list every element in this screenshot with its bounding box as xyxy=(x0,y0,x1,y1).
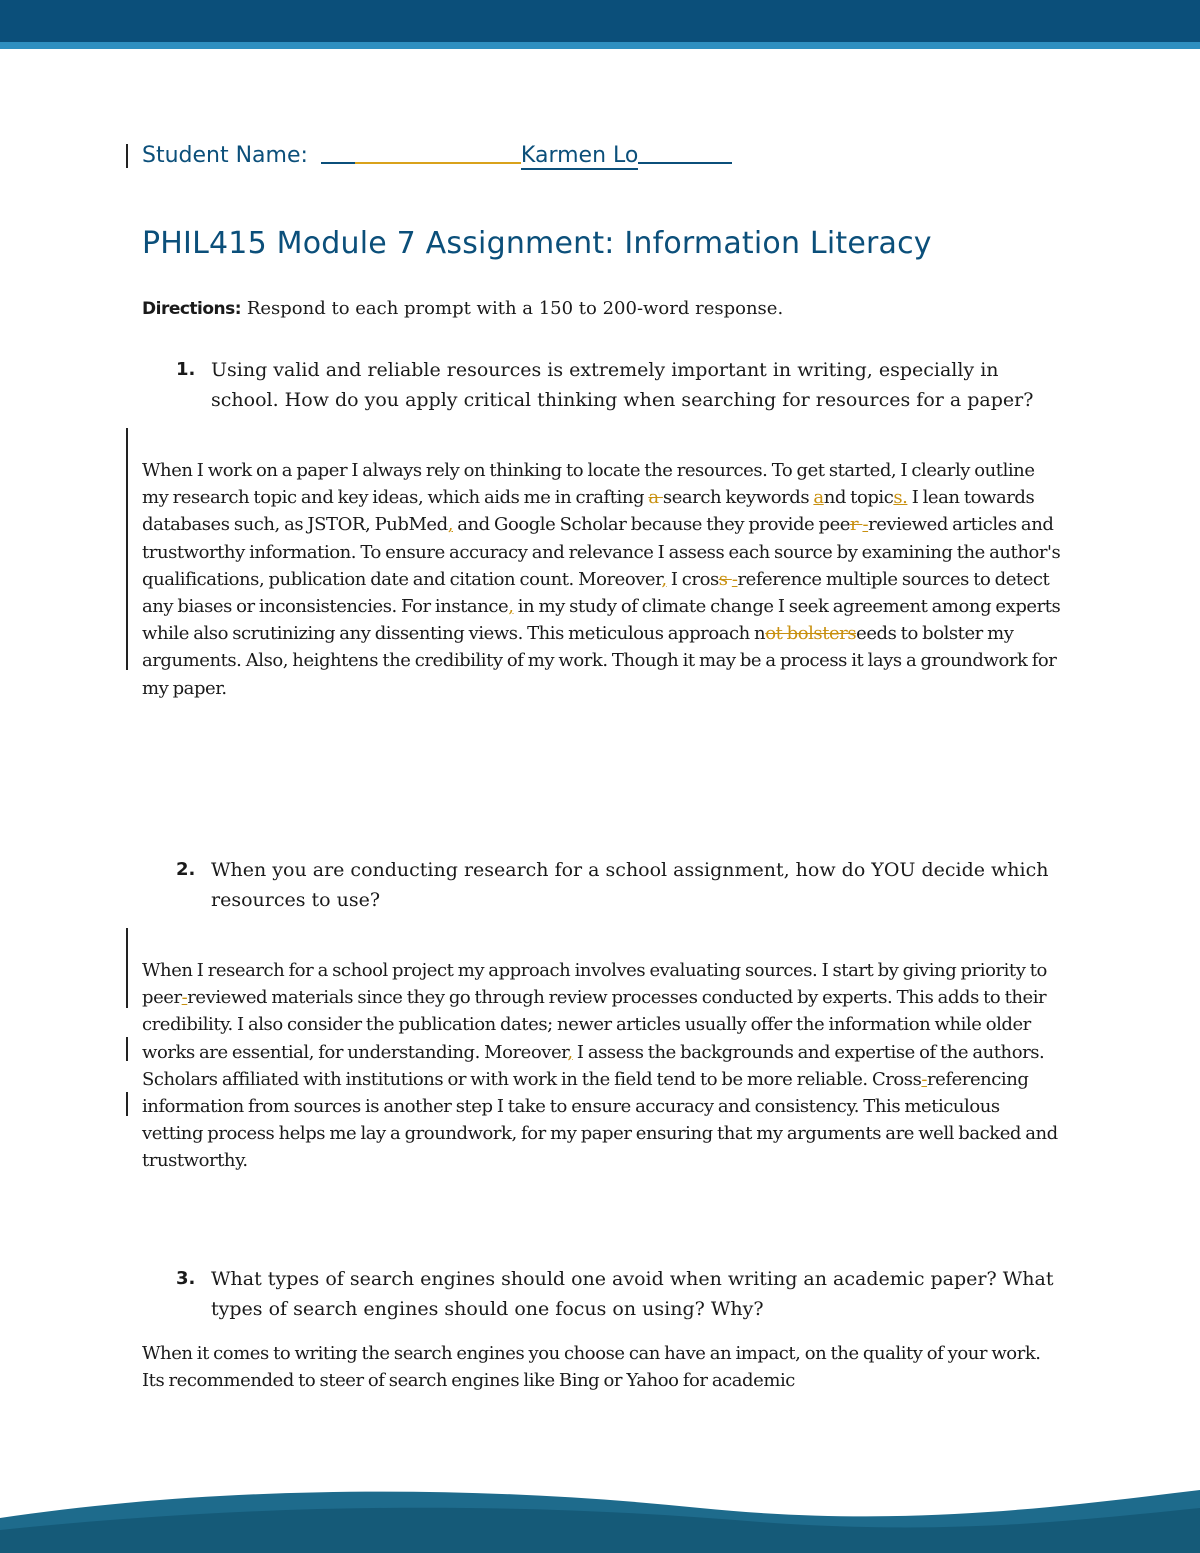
inserted-text: - xyxy=(921,1068,928,1090)
answer-text: reviewed articles and trustworthy information. To ensure accuracy and relevance I assess each source by examining the author's qualifications, publication date and citation count. Moreover xyxy=(142,514,1061,590)
question-1 xyxy=(176,355,1056,415)
answer-text: reference multiple sources to detect any biases or inconsistencies. For instance xyxy=(142,568,1050,618)
inserted-text: , xyxy=(447,514,453,536)
footer-wave xyxy=(0,1470,1200,1553)
answer-text: referencing information from sources is another step I take to ensure accuracy and consistency. This meticulous vetting process helps me lay a groundwork, for my paper ensuring that my arguments are well backed and trustworthy. xyxy=(142,1068,1058,1172)
answer-text: I assess the backgrounds and expertise of the authors. Scholars affiliated with institutions or with work in the field tend to be more reliable. Cross xyxy=(142,1041,1045,1090)
page-title: PHIL415 Module 7 Assignment: Information Literacy xyxy=(142,226,932,261)
student-name-label: Student Name: xyxy=(142,143,308,168)
name-blank-inserted xyxy=(355,140,521,164)
header-band-light xyxy=(0,42,1200,49)
question-number: 2. xyxy=(176,859,196,880)
inserted-text: - xyxy=(862,514,869,536)
header-band-dark xyxy=(0,0,1200,42)
answer-text: When I research for a school project my approach involves evaluating sources. I start by giving priority to peer xyxy=(142,960,1047,1009)
directions-text: Respond to each prompt with a 150 to 200-word response. xyxy=(246,298,784,319)
question-text: What types of search engines should one avoid when writing an academic paper? What types of search engines should one focus on using? Why? xyxy=(211,1268,1054,1320)
student-name-line xyxy=(142,140,732,168)
deleted-text: s xyxy=(718,568,732,590)
question-number: 1. xyxy=(176,359,196,380)
change-bar xyxy=(126,928,128,1008)
answer-text: When it comes to writing the search engines you choose can have an impact, on the quality of your work. Its recommended to steer of search engines like Bing or Yahoo for academic xyxy=(142,1343,1041,1392)
name-blank-trailing xyxy=(638,140,732,164)
answer-text: and Google Scholar because they provide pee xyxy=(452,514,851,536)
student-name-value: Karmen Lo xyxy=(520,143,639,168)
header-band xyxy=(0,0,1200,52)
answer-text: reviewed materials since they go through review processes conducted by experts. This adds to their credibility. I also consider the publication dates; newer articles usually offer the information while older works are essential, for understanding. Moreover xyxy=(142,987,1047,1063)
question-2 xyxy=(176,855,1056,915)
change-bar xyxy=(126,144,128,168)
inserted-text: s. xyxy=(893,487,908,509)
answer-text: search keywords xyxy=(662,487,814,509)
inserted-text: a xyxy=(813,487,824,509)
answer-text: in my study of climate change I seek agreement among experts while also scrutinizing any dissenting views. This meticulous approach n xyxy=(142,596,1061,645)
answer-text: I cros xyxy=(666,568,719,590)
question-number: 3. xyxy=(176,1268,196,1289)
answer-1 xyxy=(142,457,1062,702)
answer-text: I lean towards databases such, as JSTOR, PubMed xyxy=(142,487,1035,536)
change-bar xyxy=(126,1037,128,1061)
directions xyxy=(142,298,783,319)
question-text: When you are conducting research for a school assignment, how do YOU decide which resources to use? xyxy=(211,859,1049,911)
inserted-text: , xyxy=(508,596,514,618)
directions-label: Directions: xyxy=(142,299,242,319)
change-bar xyxy=(126,1092,128,1116)
deleted-text: a xyxy=(648,487,663,509)
deleted-text: r xyxy=(850,514,863,536)
name-blank xyxy=(321,140,355,164)
inserted-text: , xyxy=(567,1041,573,1063)
change-bar xyxy=(126,590,128,670)
deleted-text: ot bolsters xyxy=(765,623,857,645)
inserted-text: - xyxy=(181,987,188,1009)
inserted-text: , xyxy=(661,568,667,590)
question-text: Using valid and reliable resources is extremely important in writing, especially in school. How do you apply critical thinking when searching for resources for a paper? xyxy=(211,359,1034,411)
answer-2 xyxy=(142,957,1062,1175)
inserted-text: - xyxy=(731,568,738,590)
answer-3 xyxy=(142,1340,1062,1394)
answer-text: When I work on a paper I always rely on thinking to locate the resources. To get started, I clearly outline my research topic and key ideas, which aids me in crafting xyxy=(142,460,1035,509)
answer-text: eeds to bolster my arguments. Also, heightens the credibility of my work. Though it may be a process it lays a groundwork for my paper. xyxy=(142,623,1057,699)
question-3 xyxy=(176,1264,1056,1324)
answer-text: nd topic xyxy=(823,487,894,509)
